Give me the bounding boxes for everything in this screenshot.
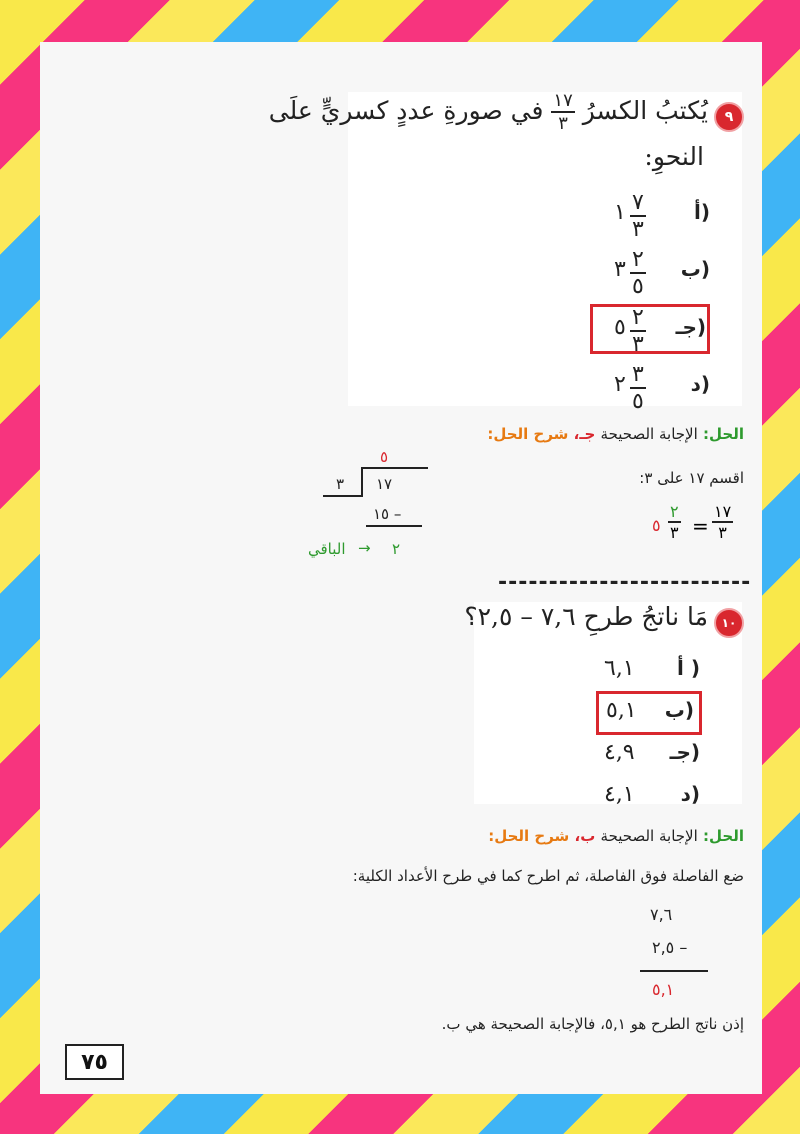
question-9-text-line2: النحوِ: (644, 142, 704, 171)
option-value: ٥,١ (606, 698, 637, 723)
solution-10-header (488, 827, 744, 845)
option-fraction (630, 192, 646, 241)
option-fraction (630, 307, 646, 356)
question-fraction (551, 92, 574, 133)
division-bar-top (362, 467, 428, 469)
option-value: ٤,١ (604, 782, 635, 807)
option-whole: ٢ (614, 372, 626, 397)
division-divisor-line (323, 495, 363, 497)
division-subtract: ١٥ – (373, 505, 402, 523)
equation-whole: ٥ (652, 516, 661, 535)
option-value: ٤,٩ (604, 740, 635, 765)
option-b[interactable] (600, 696, 700, 728)
question-10-text: مَا ناتجُ طرحِ ٧,٦ – ٢,٥؟ (464, 602, 708, 631)
option-letter: ب) (680, 257, 710, 281)
mixed-number-equation (650, 504, 750, 554)
division-quotient: ٥ (380, 448, 389, 466)
solution-9-header (487, 425, 744, 443)
option-letter: أ ) (677, 656, 700, 680)
option-letter: ب) (664, 698, 694, 722)
subtraction-bottom: ٢,٥ – (652, 938, 688, 957)
arrow-icon: → (358, 539, 371, 557)
conclusion-text: إذن ناتج الطرح هو ٥,١، فالإجابة الصحيحة هي ب. (441, 1015, 744, 1033)
solution-label: الحل: (703, 425, 744, 443)
fraction-denominator: ٣ (632, 217, 644, 242)
question-9-text (269, 92, 708, 133)
page (40, 42, 762, 1094)
fraction-denominator: ٣ (670, 523, 679, 542)
option-b[interactable] (600, 247, 710, 299)
divide-instruction: اقسم ١٧ على ٣: (639, 469, 744, 487)
solution-answer: ب، (574, 827, 596, 845)
option-letter: د) (680, 782, 700, 806)
fraction-denominator: ٣ (558, 113, 568, 134)
fraction-denominator: ٣ (632, 332, 644, 357)
fraction-denominator: ٣ (718, 523, 727, 542)
option-letter: د) (690, 372, 710, 396)
option-c[interactable] (600, 305, 710, 357)
section-divider: ------------------------- (498, 570, 752, 595)
option-letter: جـ) (669, 740, 700, 764)
subtraction-top: ٧,٦ (650, 905, 673, 924)
equation-lhs-fraction (712, 504, 733, 541)
question-text-part: يُكتبُ الكسرُ (582, 96, 708, 125)
subtraction-line (640, 970, 708, 972)
page-number: ٧٥ (65, 1044, 124, 1080)
option-whole: ١ (614, 200, 626, 225)
option-letter: جـ) (675, 315, 706, 339)
fraction-numerator: ٢ (670, 502, 679, 521)
solution-text: الإجابة الصحيحة (600, 425, 698, 443)
equals-sign: = (692, 514, 709, 538)
option-a[interactable] (600, 190, 710, 242)
option-letter: أ) (694, 200, 710, 224)
solution-explain-label: شرح الحل: (487, 425, 569, 443)
fraction-numerator: ٣ (632, 362, 644, 387)
equation-rhs-fraction (668, 504, 681, 541)
division-remainder: ٢ (392, 540, 401, 558)
solution-label: الحل: (703, 827, 744, 845)
solution-text: الإجابة الصحيحة (600, 827, 698, 845)
solution-instruction: ضع الفاصلة فوق الفاصلة، ثم اطرح كما في طرح الأعداد الكلية: (352, 867, 744, 885)
remainder-label: الباقي (308, 540, 346, 558)
division-subtract-line (366, 525, 422, 527)
subtraction-result: ٥,١ (652, 980, 675, 999)
division-dividend: ١٧ (376, 475, 393, 493)
fraction-numerator: ٢ (632, 305, 644, 330)
option-d[interactable] (600, 362, 710, 414)
option-c[interactable] (600, 738, 700, 770)
solution-answer: جـ، (573, 425, 596, 443)
option-whole: ٥ (614, 315, 626, 340)
solution-explain-label: شرح الحل: (488, 827, 570, 845)
option-fraction (630, 364, 646, 413)
fraction-numerator: ١٧ (714, 502, 732, 521)
question-number-badge: ٩ (714, 102, 744, 132)
division-divisor: ٣ (336, 475, 345, 493)
fraction-numerator: ٧ (632, 190, 644, 215)
option-value: ٦,١ (604, 656, 635, 681)
division-bracket (361, 467, 363, 497)
fraction-denominator: ٥ (632, 274, 644, 299)
question-text-part: في صورةِ عددٍ كسريٍّ علَى (268, 96, 544, 125)
option-fraction (630, 249, 646, 298)
option-a[interactable] (600, 654, 700, 686)
option-whole: ٣ (614, 257, 626, 282)
option-d[interactable] (600, 780, 700, 812)
fraction-denominator: ٥ (632, 389, 644, 414)
fraction-numerator: ١٧ (553, 90, 573, 111)
question-number-badge: ١٠ (714, 608, 744, 638)
fraction-numerator: ٢ (632, 247, 644, 272)
